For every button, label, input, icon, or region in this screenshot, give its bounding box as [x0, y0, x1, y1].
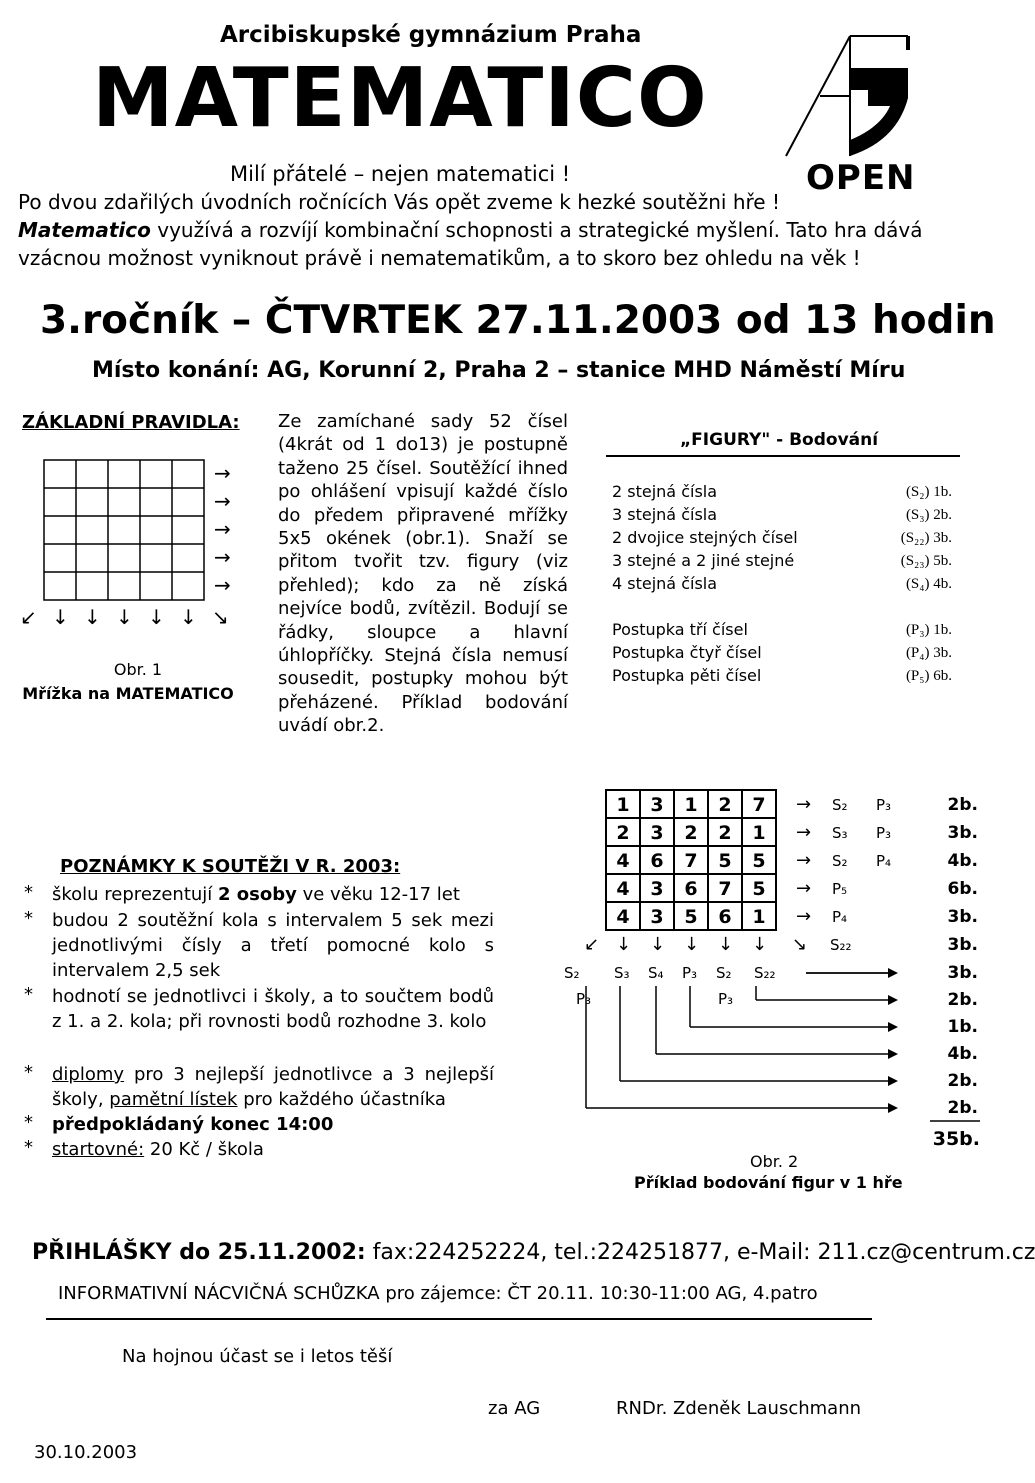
- svg-text:→: →: [214, 461, 231, 485]
- asterisk-bullet-icon: *: [24, 1062, 33, 1083]
- grid-number: 1: [752, 822, 766, 844]
- figure-name: 3 stejné a 2 jiné stejné: [612, 551, 795, 570]
- note-item: [24, 984, 494, 1034]
- col-mark: P₃: [718, 990, 734, 1008]
- note-underlined: diplomy: [52, 1064, 125, 1085]
- arrowhead: [888, 995, 898, 1005]
- edition-line: 3.ročník – ČTVRTEK 27.11.2003 od 13 hodin: [40, 298, 996, 343]
- svg-text:↓: ↓: [180, 605, 197, 629]
- arrowhead: [888, 968, 898, 978]
- note-underlined: pamětní lístek: [109, 1089, 238, 1110]
- figure2-label: Obr. 2: [750, 1152, 799, 1171]
- grid-number: 6: [718, 906, 732, 928]
- grid-number: 7: [718, 878, 732, 900]
- col-points: 3b.: [947, 963, 978, 983]
- rules-text: Ze zamíchané sady 52 čísel (4krát od 1 do13) je postupně taženo 25 čísel. Soutěžící ihned po ohlášení vpisují každé číslo do předem připravené mřížky 5x5 okének (obr.1). Snaží se přitom tvořit tzv. figury (viz přehled); kdo za ně získá nejvíce bodů, zvítězil. Bodují se řádky, sloupce a hlavní úhlopříčky. Stejná čísla nemusí sousedit, postupky mohou být přeházené. Příklad bodování uvádí obr.2.: [278, 411, 568, 737]
- intro-line-3: vzácnou možnost vyniknout právě i nematematikům, a to skoro bez ohledu na věk !: [18, 246, 861, 270]
- figure-points: (S₄) 4b.: [905, 576, 952, 592]
- arrow-right-icon: →: [796, 822, 812, 843]
- note-text: pro 3 nejlepší jednotlivce a 3 nejlepší školy,: [52, 1064, 494, 1110]
- grid-number: 5: [752, 878, 766, 900]
- grid-number: 4: [616, 850, 630, 872]
- col-points: 4b.: [947, 1044, 978, 1064]
- arrow-down-icon: ↓: [718, 934, 734, 955]
- figure-points: (S₂) 1b.: [905, 484, 952, 500]
- note-text: budou 2 soutěžní kola s intervalem 5 sek mezi jednotlivými čísly a třetí pomocné kolo s intervalem 2,5 sek: [52, 910, 494, 981]
- grid-number: 1: [684, 794, 698, 816]
- svg-text:↓: ↓: [148, 605, 165, 629]
- grid-number: 7: [684, 850, 698, 872]
- note-text: pro každého účastníka: [237, 1089, 446, 1110]
- signature: RNDr. Zdeněk Lauschmann: [616, 1398, 862, 1419]
- figure-name: Postupka tří čísel: [612, 620, 748, 639]
- grid-number: 3: [650, 878, 664, 900]
- figure2-caption: Příklad bodování figur v 1 hře: [634, 1173, 903, 1192]
- page-title: MATEMATICO: [92, 51, 708, 146]
- ag-logo-icon: [780, 28, 910, 163]
- grid-number: 1: [752, 906, 766, 928]
- arrow-down-icon: ↓: [650, 934, 666, 955]
- figure-points: (S₂₃) 5b.: [900, 553, 952, 569]
- col-mark: S₂: [716, 964, 732, 982]
- note-text: 20 Kč / škola: [144, 1139, 264, 1160]
- row-mark: S₃: [832, 824, 848, 842]
- figures-divider: [606, 455, 960, 457]
- col-points: 2b.: [947, 990, 978, 1010]
- grid-number: 2: [718, 794, 732, 816]
- figure-points: (P₅) 6b.: [905, 668, 952, 684]
- asterisk-bullet-icon: *: [24, 1137, 33, 1158]
- col-mark: S₄: [648, 964, 664, 982]
- closing-line: Na hojnou účast se i letos těší: [122, 1346, 393, 1367]
- figure-name: 3 stejná čísla: [612, 505, 718, 524]
- example-grid-figure: [564, 782, 990, 1150]
- svg-text:→: →: [214, 545, 231, 569]
- figure-points: (S₂₂) 3b.: [900, 530, 952, 546]
- arrow-right-icon: →: [796, 794, 812, 815]
- svg-text:↓: ↓: [116, 605, 133, 629]
- grid-number: 4: [616, 878, 630, 900]
- grid-number: 5: [684, 906, 698, 928]
- figure-name: 2 stejná čísla: [612, 482, 718, 501]
- school-name: Arcibiskupské gymnázium Praha: [220, 22, 642, 48]
- col-mark: P₃: [682, 964, 698, 982]
- asterisk-bullet-icon: *: [24, 1112, 33, 1133]
- notes-heading: POZNÁMKY K SOUTĚŽI V R. 2003:: [60, 856, 401, 877]
- asterisk-bullet-icon: *: [24, 984, 33, 1005]
- asterisk-bullet-icon: *: [24, 908, 33, 929]
- open-label: OPEN: [806, 158, 916, 198]
- arrowhead: [888, 1103, 898, 1113]
- grid-number: 6: [684, 878, 698, 900]
- arrowhead: [888, 1022, 898, 1032]
- row-mark: S₂: [832, 796, 848, 814]
- grid-number: 3: [650, 906, 664, 928]
- grid-number: 2: [718, 822, 732, 844]
- rules-heading: ZÁKLADNÍ PRAVIDLA:: [22, 412, 240, 433]
- arrow-right-icon: →: [796, 906, 812, 927]
- figure-points: (S₃) 2b.: [905, 507, 952, 523]
- row-points: 3b.: [947, 907, 978, 927]
- matematico-name: Matematico: [18, 218, 151, 242]
- row-mark: P₄: [876, 852, 892, 870]
- figure-name: 4 stejná čísla: [612, 574, 718, 593]
- grid-number: 3: [650, 822, 664, 844]
- note-item: [24, 1112, 494, 1137]
- grid-number: 7: [752, 794, 766, 816]
- note-text: hodnotí se jednotlivci i školy, a to součtem bodů z 1. a 2. kola; při rovnosti bodů rozhodne 3. kolo: [52, 986, 494, 1032]
- grid-number: 5: [752, 850, 766, 872]
- svg-text:→: →: [214, 573, 231, 597]
- col-mark: S₃: [614, 964, 630, 982]
- intro-line-2-rest: využívá a rozvíjí kombinační schopnosti a strategické myšlení. Tato hra dává: [150, 218, 923, 242]
- col-points: 2b.: [947, 1098, 978, 1118]
- row-mark: P₃: [876, 796, 892, 814]
- note-bold: 2 osoby: [218, 884, 297, 905]
- empty-grid-figure: [18, 446, 238, 632]
- grid-number: 2: [684, 822, 698, 844]
- figures-heading: „FIGURY" - Bodování: [680, 430, 879, 450]
- venue-line: Místo konání: AG, Korunní 2, Praha 2 – stanice MHD Náměstí Míru: [92, 358, 906, 383]
- grid-number: 6: [650, 850, 664, 872]
- row-points: 3b.: [947, 823, 978, 843]
- registration-deadline: PŘIHLÁŠKY do 25.11.2002:: [32, 1240, 366, 1265]
- arrowhead: [888, 1076, 898, 1086]
- row-points: 6b.: [947, 879, 978, 899]
- note-item: [24, 1062, 494, 1112]
- arrow-down-icon: ↓: [752, 934, 768, 955]
- svg-text:↓: ↓: [84, 605, 101, 629]
- svg-text:↘: ↘: [212, 605, 229, 629]
- grid-number: 1: [616, 794, 630, 816]
- note-item: [24, 882, 494, 907]
- row-mark: P₅: [832, 880, 848, 898]
- figure1-label: Obr. 1: [113, 660, 163, 679]
- figure-name: Postupka pěti čísel: [612, 666, 762, 685]
- diag-mark: S₂₂: [830, 936, 852, 954]
- figure-points: (P₄) 3b.: [905, 645, 952, 661]
- svg-text:↙: ↙: [20, 605, 37, 629]
- svg-text:→: →: [214, 489, 231, 513]
- grid-number: 5: [718, 850, 732, 872]
- note-item: [24, 908, 494, 983]
- arrow-down-icon: ↓: [616, 934, 632, 955]
- arrow-down-left-icon: ↙: [584, 934, 600, 955]
- row-mark: S₂: [832, 852, 848, 870]
- document-date: 30.10.2003: [34, 1442, 138, 1463]
- arrowhead: [888, 1049, 898, 1059]
- col-points: 3b.: [947, 935, 978, 955]
- intro-line-2: [18, 218, 923, 242]
- arrow-down-right-icon: ↘: [792, 934, 808, 955]
- note-text: ve věku 12-17 let: [296, 884, 460, 905]
- grid-number: 2: [616, 822, 630, 844]
- col-mark: S₂₂: [754, 964, 776, 982]
- for-ag: za AG: [488, 1398, 541, 1419]
- grid-number: 3: [650, 794, 664, 816]
- grid-number: 4: [616, 906, 630, 928]
- note-underlined: startovné:: [52, 1139, 145, 1160]
- greeting: Milí přátelé – nejen matematici !: [230, 162, 571, 186]
- row-points: 2b.: [947, 795, 978, 815]
- total-points: 35b.: [932, 1128, 980, 1150]
- col-mark: P₃: [576, 990, 592, 1008]
- svg-text:↓: ↓: [52, 605, 69, 629]
- asterisk-bullet-icon: *: [24, 882, 33, 903]
- info-meeting: INFORMATIVNÍ NÁCVIČNÁ SCHŮZKA pro zájemce: ČT 20.11. 10:30-11:00 AG, 4.patro: [58, 1283, 818, 1304]
- figure-points: (P₃) 1b.: [905, 622, 952, 638]
- col-points: 2b.: [947, 1071, 978, 1091]
- note-text: školu reprezentují: [52, 884, 219, 905]
- row-points: 4b.: [947, 851, 978, 871]
- registration-line: [32, 1240, 1035, 1265]
- arrow-right-icon: →: [796, 878, 812, 899]
- figure-name: Postupka čtyř čísel: [612, 643, 762, 662]
- row-mark: P₄: [832, 908, 848, 926]
- note-bold: předpokládaný konec 14:00: [52, 1114, 334, 1135]
- row-mark: P₃: [876, 824, 892, 842]
- info-divider: [46, 1318, 872, 1320]
- registration-contacts: fax:224252224, tel.:224251877, e-Mail: 211.cz@centrum.cz: [365, 1240, 1035, 1265]
- figure-name: 2 dvojice stejných čísel: [612, 528, 798, 547]
- svg-text:→: →: [214, 517, 231, 541]
- col-mark: S₂: [564, 964, 580, 982]
- figure1-caption: Mřížka na MATEMATICO: [22, 684, 234, 703]
- intro-line-1: Po dvou zdařilých úvodních ročnících Vás opět zveme k hezké soutěžni hře !: [18, 190, 780, 214]
- arrow-down-icon: ↓: [684, 934, 700, 955]
- note-item: [24, 1137, 494, 1162]
- arrow-right-icon: →: [796, 850, 812, 871]
- col-points: 1b.: [947, 1017, 978, 1037]
